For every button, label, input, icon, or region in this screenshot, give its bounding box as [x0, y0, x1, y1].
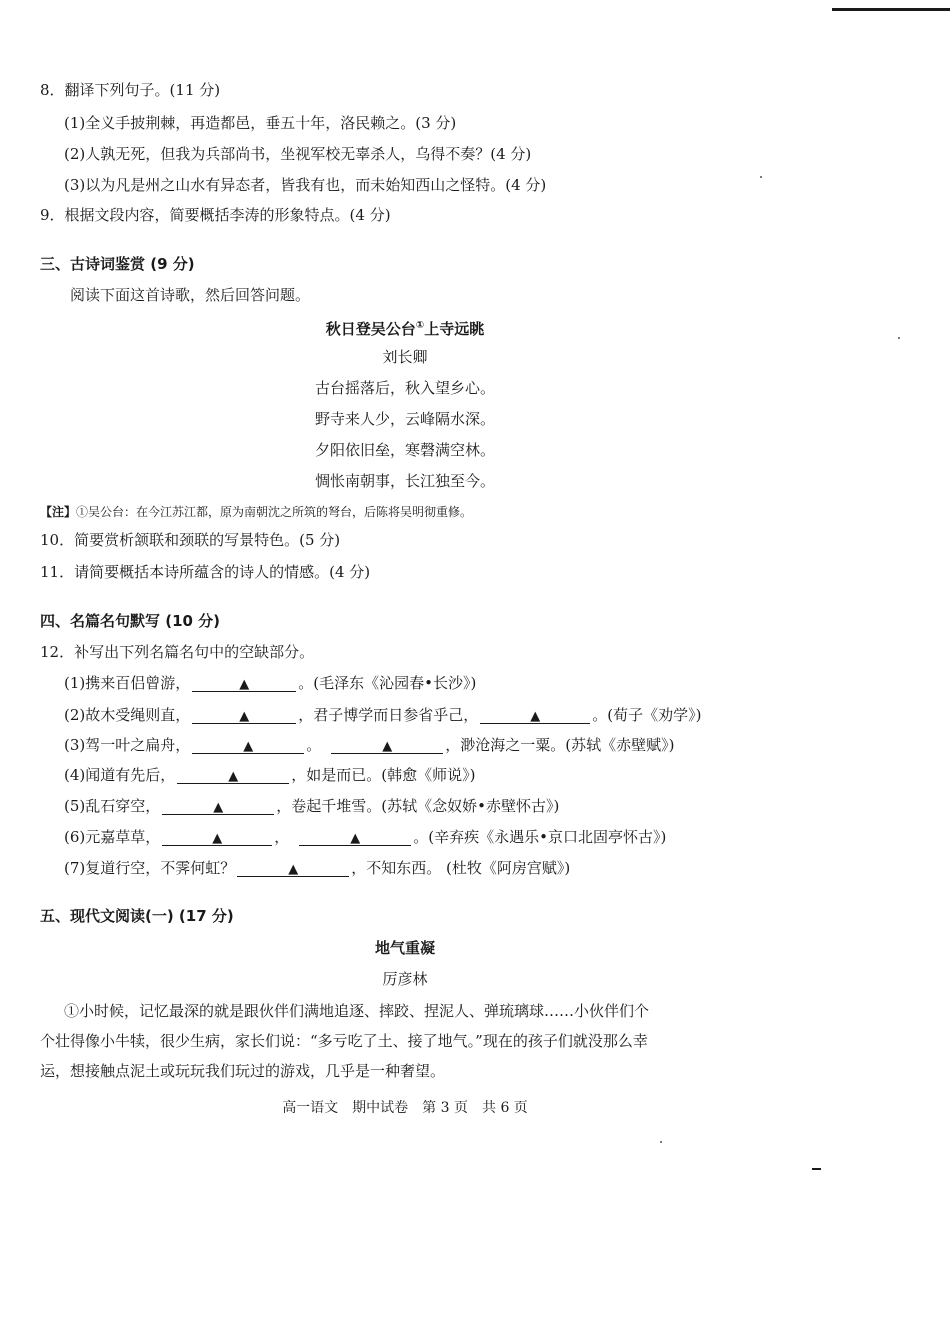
- fill-item-6-prefix: (6)元嘉草草，: [64, 828, 161, 846]
- footnote-text: ①吴公台：在今江苏江都，原为南朝沈之所筑的弩台，后陈将吴明彻重修。: [76, 505, 473, 519]
- blank-marker-icon: ▲: [382, 739, 393, 754]
- fill-item-7-suffix: ，不知东西。 (杜牧《阿房宫赋》): [351, 859, 571, 877]
- fill-item-5-prefix: (5)乱石穿空，: [64, 797, 161, 815]
- answer-blank[interactable]: [192, 707, 296, 724]
- answer-blank[interactable]: [177, 767, 289, 784]
- article-title: 地气重凝: [374, 939, 435, 957]
- question-10: 10．简要赏析颔联和颈联的写景特色。(5 分): [40, 531, 341, 549]
- fill-item-7: [64, 858, 570, 878]
- blank-marker-icon: ▲: [350, 831, 361, 846]
- fill-item-4-suffix: ，如是而已。(韩愈《师说》): [291, 766, 476, 784]
- scan-edge-mark-bottom-right: [812, 1168, 821, 1170]
- fill-item-3-middle: 。: [306, 736, 322, 754]
- fill-item-1-suffix: 。(毛泽东《沁园春•长沙》): [298, 674, 477, 692]
- blank-marker-icon: ▲: [212, 831, 223, 846]
- fill-item-5: [64, 796, 559, 816]
- answer-blank[interactable]: [192, 675, 296, 692]
- question-8-sentence-1: (1)全义手披荆棘，再造都邑，垂五十年，洛民赖之。(3 分): [64, 114, 457, 132]
- article-paragraph-1-line-1: ①小时候，记忆最深的就是跟伙伴们满地追逐、摔跤、捏泥人、弹琉璃球……小伙伴们个: [64, 1002, 650, 1020]
- fill-item-6-middle: ，: [274, 828, 290, 846]
- page-footer: 高一语文 期中试卷 第 3 页 共 6 页: [282, 1100, 528, 1116]
- footnote-label: 【注】: [40, 505, 77, 519]
- answer-blank[interactable]: [331, 737, 443, 754]
- fill-item-6-suffix: 。(辛弃疾《永遇乐•京口北固亭怀古》): [413, 828, 667, 846]
- blank-marker-icon: ▲: [239, 709, 250, 724]
- fill-item-4-prefix: (4)闻道有先后，: [64, 766, 176, 784]
- section-5-heading: 五、现代文阅读(一) (17 分): [40, 907, 234, 925]
- question-8-sentence-2: (2)人孰无死，但我为兵部尚书，坐视军校无辜杀人，乌得不奏？(4 分): [64, 145, 532, 163]
- answer-blank[interactable]: [162, 798, 274, 815]
- question-8-sentence-3: (3)以为凡是州之山水有异态者，皆我有也，而未始知西山之怪特。(4 分): [64, 176, 547, 194]
- answer-blank[interactable]: [480, 707, 590, 724]
- blank-marker-icon: ▲: [530, 709, 541, 724]
- scan-speck: [898, 337, 900, 339]
- answer-blank[interactable]: [162, 829, 272, 846]
- blank-marker-icon: ▲: [239, 677, 250, 692]
- question-9: 9．根据文段内容，简要概括李涛的形象特点。(4 分): [40, 206, 391, 224]
- scan-speck: [760, 176, 762, 178]
- section-3-heading: 三、古诗词鉴赏 (9 分): [40, 255, 195, 273]
- footnote-marker: ①: [415, 320, 425, 331]
- fill-item-1-prefix: (1)携来百侣曾游，: [64, 674, 191, 692]
- poem-line-1: 古台摇落后，秋入望乡心。: [314, 379, 495, 397]
- poem-instruction: 阅读下面这首诗歌，然后回答问题。: [70, 286, 311, 304]
- article-author: 厉彦林: [382, 970, 428, 988]
- poem-title-part-2: 上寺远眺: [424, 320, 485, 338]
- poem-line-3: 夕阳依旧垒，寒磬满空林。: [314, 441, 495, 459]
- article-paragraph-1-line-3: 运，想接触点泥土或玩玩我们玩过的游戏，几乎是一种奢望。: [40, 1062, 446, 1080]
- scan-speck: [660, 1141, 662, 1143]
- fill-item-3-prefix: (3)驾一叶之扁舟，: [64, 736, 191, 754]
- poem-line-4: 惆怅南朝事，长江独至今。: [314, 472, 495, 490]
- fill-item-2-suffix: 。(荀子《劝学》): [592, 706, 702, 724]
- poem-line-2: 野寺来人少，云峰隔水深。: [314, 410, 495, 428]
- fill-item-3: [64, 735, 674, 755]
- fill-item-2-middle: ，君子博学而日参省乎己，: [298, 706, 479, 724]
- blank-marker-icon: ▲: [243, 739, 254, 754]
- poem-title: [0, 316, 810, 339]
- question-12: 12．补写出下列名篇名句中的空缺部分。: [40, 643, 315, 661]
- blank-marker-icon: ▲: [228, 769, 239, 784]
- poem-footnote: [40, 502, 472, 522]
- fill-item-4: [64, 765, 475, 785]
- fill-item-1: [64, 673, 476, 693]
- fill-item-2: [64, 705, 701, 725]
- answer-blank[interactable]: [299, 829, 411, 846]
- answer-blank[interactable]: [237, 860, 349, 877]
- question-8-title: 8．翻译下列句子。(11 分): [40, 81, 221, 99]
- fill-item-6: [64, 827, 666, 847]
- fill-item-7-prefix: (7)复道行空，不霁何虹？: [64, 859, 236, 877]
- fill-item-5-suffix: ，卷起千堆雪。(苏轼《念奴娇•赤壁怀古》): [276, 797, 560, 815]
- blank-marker-icon: ▲: [288, 862, 299, 877]
- section-4-heading: 四、名篇名句默写 (10 分): [40, 612, 221, 630]
- fill-item-3-suffix: ，渺沧海之一粟。(苏轼《赤壁赋》): [445, 736, 675, 754]
- poem-author: 刘长卿: [382, 348, 428, 366]
- article-paragraph-1-line-2: 个壮得像小牛犊，很少生病，家长们说：“多亏吃了土、接了地气。”现在的孩子们就没那么幸: [40, 1032, 648, 1050]
- blank-marker-icon: ▲: [213, 800, 224, 815]
- fill-item-2-prefix: (2)故木受绳则直，: [64, 706, 191, 724]
- answer-blank[interactable]: [192, 737, 304, 754]
- question-11: 11．请简要概括本诗所蕴含的诗人的情感。(4 分): [40, 563, 371, 581]
- poem-title-part-1: 秋日登吴公台: [325, 320, 416, 338]
- scan-edge-mark-top-right: [832, 8, 950, 11]
